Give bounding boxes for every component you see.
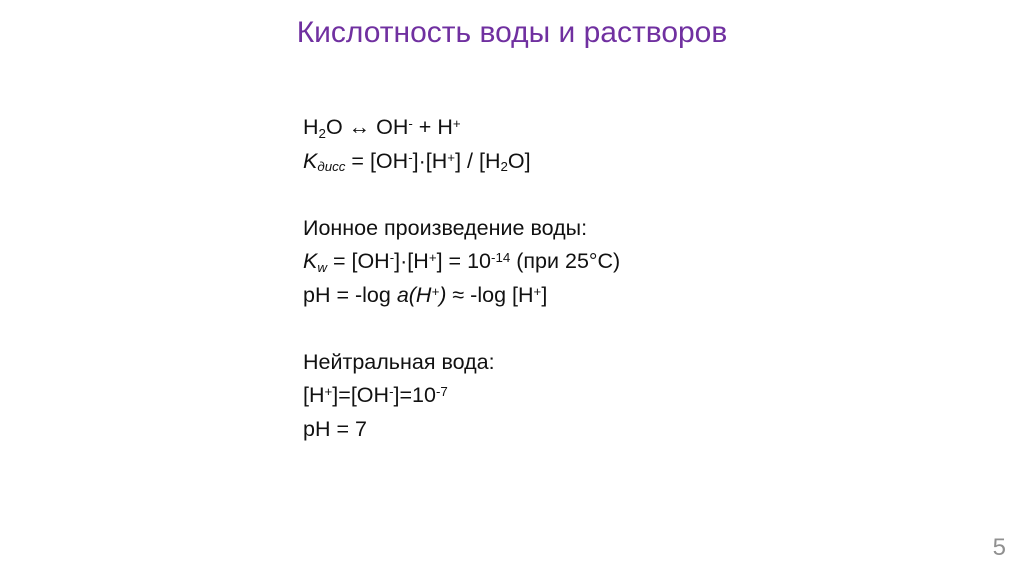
neutral-concentration-equation: $[H^+]=[OH^-]=10^{-7}$	[303, 383, 448, 407]
spacer	[303, 312, 620, 346]
neutral-ph-equation: pH = 7	[303, 416, 367, 441]
ionic-product-label: Ионное произведение воды:	[303, 215, 588, 240]
page-number: 5	[992, 534, 1006, 561]
slide-title: Кислотность воды и растворов	[296, 16, 728, 49]
dissociation-equation: $H_2O$ ↔ OH- + H+	[303, 115, 461, 141]
neutral-water-label: Нейтральная вода:	[303, 349, 495, 374]
ph-definition-equation: pH = -log a(H+) ≈ -log [H+]	[303, 282, 548, 307]
slide-body	[303, 111, 620, 446]
ionic-product-equation: $K_w = [OH^-]\cdot[H^+] = 10^{-14}$ (при 25°C)	[303, 249, 621, 275]
spacer	[303, 178, 620, 212]
dissociation-constant-equation: $K_{дисс} = [OH^-]\cdot[H^+] / [H_2O]$	[303, 148, 531, 175]
